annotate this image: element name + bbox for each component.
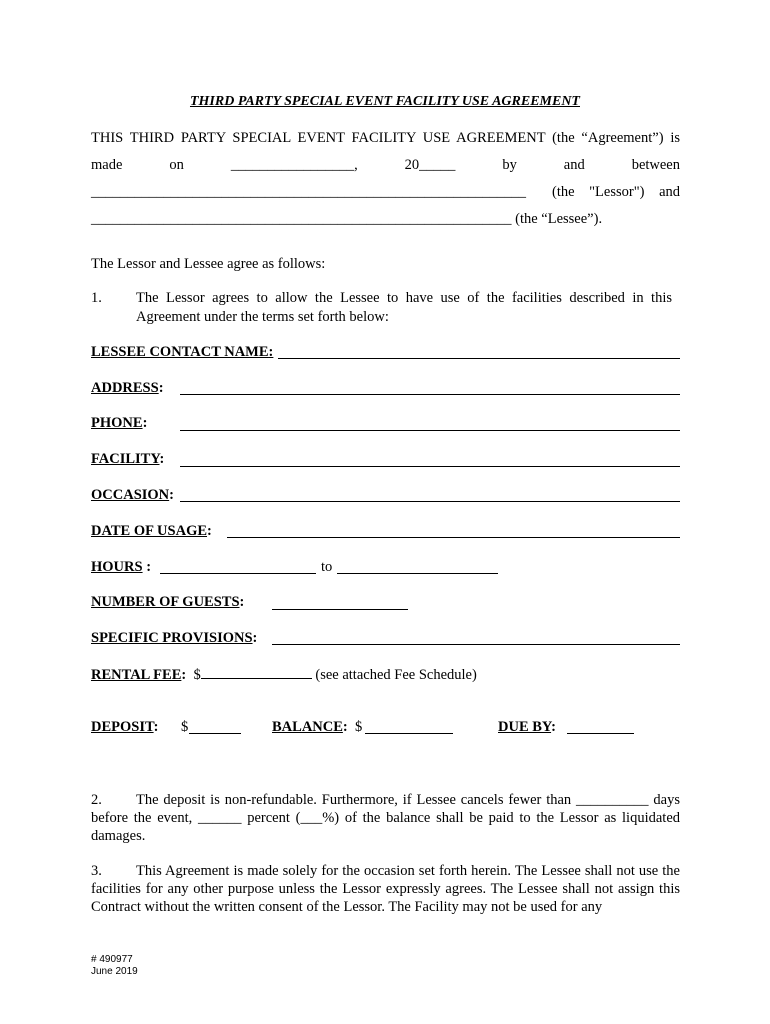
date-of-usage-field[interactable] <box>227 537 680 538</box>
due-by-label: DUE BY: <box>498 719 556 735</box>
intro-made: made <box>91 157 123 173</box>
hours-from-field[interactable] <box>160 573 316 574</box>
footer-doc-number: # 490977 <box>91 954 133 965</box>
document-title: THIRD PARTY SPECIAL EVENT FACILITY USE AGREEMENT <box>189 94 580 109</box>
footer-date: June 2019 <box>91 966 138 977</box>
date-of-usage-label: DATE OF USAGE: <box>91 523 212 539</box>
deposit-field[interactable] <box>189 733 241 734</box>
rental-fee-row: RENTAL FEE: $ (see attached Fee Schedule) <box>91 667 477 683</box>
lessor-designation: (the "Lessor") and <box>552 184 680 200</box>
intro-line-1: THIS THIRD PARTY SPECIAL EVENT FACILITY USE AGREEMENT (the “Agreement”) is <box>91 130 680 146</box>
balance-field[interactable] <box>365 733 453 734</box>
lessee-contact-name-label: LESSEE CONTACT NAME: <box>91 344 274 360</box>
intro-on: on <box>169 157 184 173</box>
lessee-contact-name-field[interactable] <box>278 358 680 359</box>
specific-provisions-label: SPECIFIC PROVISIONS: <box>91 630 258 646</box>
facility-field[interactable] <box>180 466 680 467</box>
due-by-field[interactable] <box>567 733 634 734</box>
address-field[interactable] <box>180 394 680 395</box>
facility-label: FACILITY: <box>91 451 165 467</box>
intro-by: by <box>502 157 517 173</box>
rental-fee-field[interactable] <box>201 666 312 679</box>
address-label: ADDRESS: <box>91 380 164 396</box>
section-1-number: 1. <box>91 290 102 306</box>
intro-date-blank[interactable]: _________________, <box>230 157 358 173</box>
phone-label: PHONE: <box>91 415 148 431</box>
number-of-guests-field[interactable] <box>272 609 408 610</box>
specific-provisions-field[interactable] <box>272 644 680 645</box>
lessor-blank[interactable]: ____________________________________________________________ <box>91 184 526 200</box>
intro-line-2 <box>91 157 680 174</box>
section-3: 3. This Agreement is made solely for the occasion set forth herein. The Lessee shall not use the facilities for any other purpose unless the Lessor expressly agrees. The Lessee shall not assign this Contract without the written consent of the Lessor. The Facility may not be used for any <box>91 863 680 915</box>
section-2: 2. The deposit is non-refundable. Furthermore, if Lessee cancels fewer than __________ days before the event, ______ percent (___%) of the balance shall be paid to the Lessor as liquidated damages. <box>91 792 680 844</box>
hours-label: HOURS : <box>91 559 152 575</box>
section-1-line-1: The Lessor agrees to allow the Lessee to have use of the facilities described in this <box>136 290 672 306</box>
deposit-label: DEPOSIT: <box>91 719 159 735</box>
occasion-field[interactable] <box>180 501 680 502</box>
balance-label: BALANCE: $ <box>272 719 363 735</box>
intro-and: and <box>563 157 585 173</box>
hours-to-field[interactable] <box>337 573 498 574</box>
agree-statement: The Lessor and Lessee agree as follows: <box>91 256 326 272</box>
hours-to-text: to <box>321 559 333 575</box>
section-1-line-2: Agreement under the terms set forth below: <box>136 309 389 325</box>
deposit-dollar: $ <box>181 719 189 735</box>
lessee-line: __________________________________________________________ (the “Lessee”). <box>91 211 603 227</box>
intro-year-blank[interactable]: 20_____ <box>404 157 456 173</box>
rental-fee-note: (see attached Fee Schedule) <box>315 667 477 683</box>
intro-between: between <box>631 157 680 173</box>
phone-field[interactable] <box>180 430 680 431</box>
number-of-guests-label: NUMBER OF GUESTS: <box>91 594 245 610</box>
occasion-label: OCCASION: <box>91 487 174 503</box>
rental-fee-dollar: $ <box>193 667 201 683</box>
